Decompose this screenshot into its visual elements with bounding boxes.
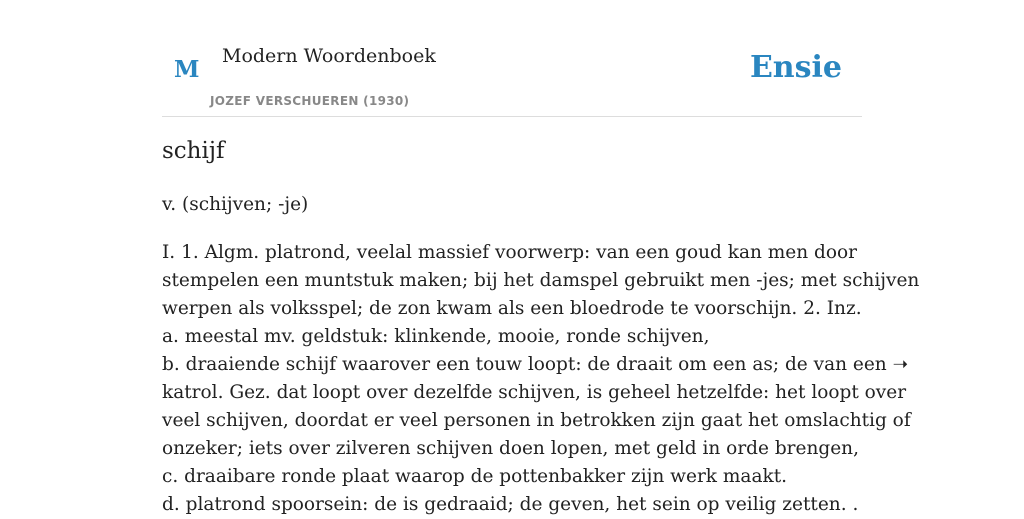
definition-line: stempelen een muntstuk maken; bij het damspel gebruikt men -jes; met schijven	[162, 270, 920, 291]
book-title[interactable]: Modern Woordenboek	[222, 45, 436, 67]
definition-line: d. platrond spoorsein: de is gedraaid; de geven, het sein op veilig zetten. .	[162, 494, 859, 515]
definition-line: b. draaiende schijf waarover een touw loopt: de draait om een as; de van een ➝	[162, 354, 909, 375]
definition-line: katrol. Gez. dat loopt over dezelfde schijven, is geheel hetzelfde: het loopt over	[162, 382, 907, 403]
definition-line: c. draaibare ronde plaat waarop de pottenbakker zijn werk maakt.	[162, 466, 788, 487]
book-author: JOZEF VERSCHUEREN (1930)	[210, 94, 410, 108]
definition-line: I. 1. Algm. platrond, veelal massief voorwerp: van een goud kan men door	[162, 242, 858, 263]
entry-definition	[162, 239, 920, 519]
definition-line: werpen als volksspel; de zon kwam als een bloedrode te voorschijn. 2. Inz.	[162, 298, 862, 319]
definition-line: onzeker; iets over zilveren schijven doen lopen, met geld in orde brengen,	[162, 438, 859, 459]
entry-headword: schijf	[162, 138, 225, 164]
ensie-logo[interactable]: Ensie	[749, 50, 842, 85]
header	[162, 0, 862, 117]
definition-line: a. meestal mv. geldstuk: klinkende, mooie, ronde schijven,	[162, 326, 710, 347]
entry-grammar: v. (schijven; -je)	[162, 194, 309, 215]
definition-line: veel schijven, doordat er veel personen in betrokken zijn gaat het omslachtig of	[162, 410, 911, 431]
book-logo[interactable]: M	[174, 56, 200, 83]
